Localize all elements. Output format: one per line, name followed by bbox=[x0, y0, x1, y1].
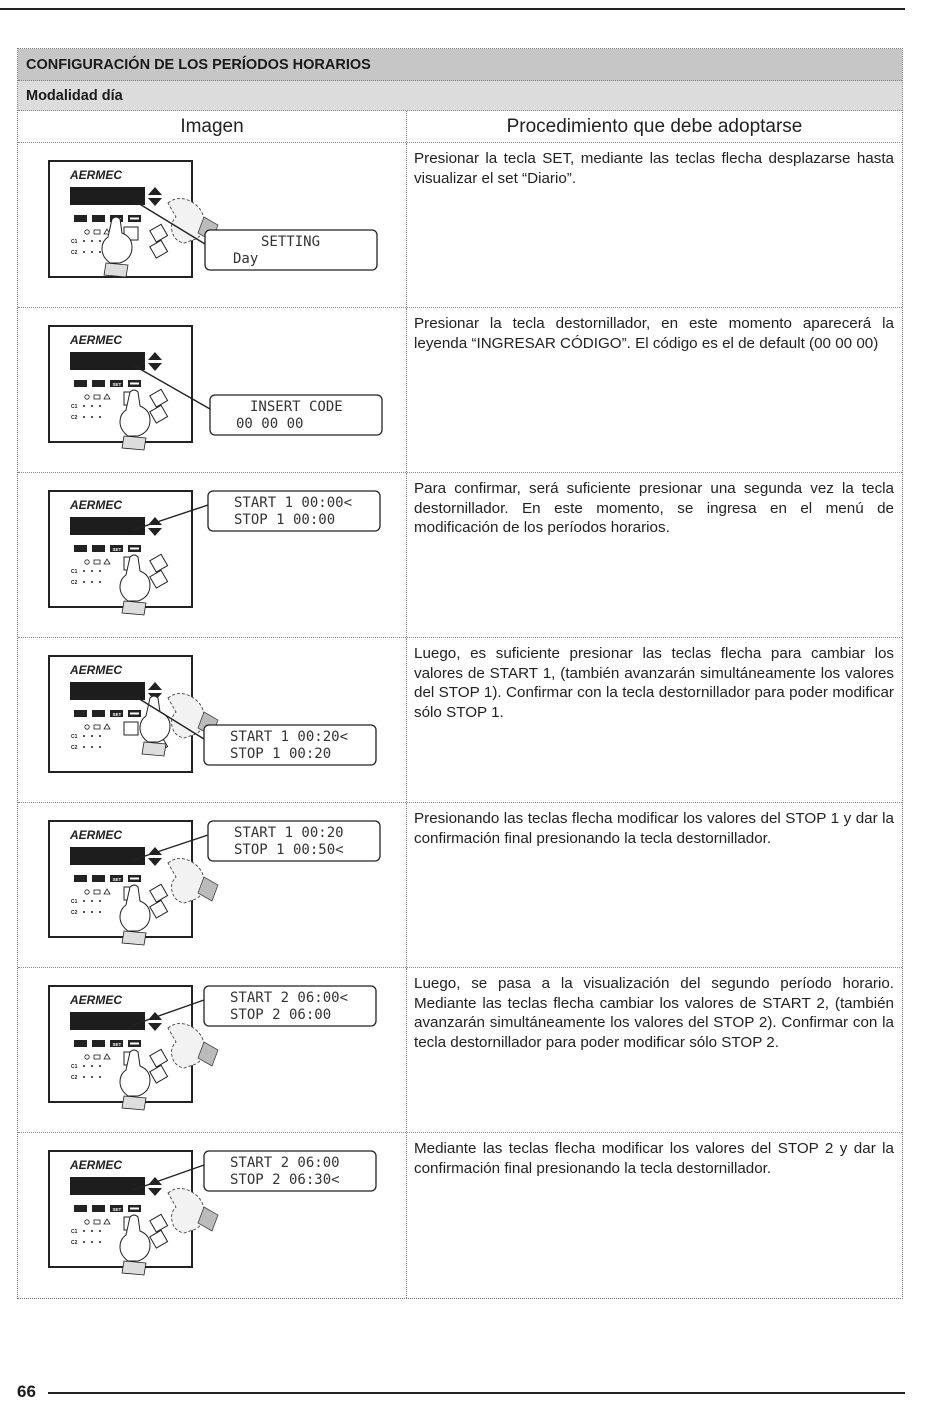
svg-text:SET: SET bbox=[112, 1042, 122, 1047]
arrow-press-hand-icon bbox=[168, 1188, 204, 1233]
brand-logo: AERMEC bbox=[70, 663, 123, 677]
brand-logo: AERMEC bbox=[70, 828, 123, 842]
bottom-rule bbox=[48, 1392, 905, 1394]
key-2 bbox=[92, 545, 105, 552]
svg-text:C2: C2 bbox=[71, 250, 78, 256]
device-display bbox=[70, 1177, 145, 1195]
table-row bbox=[18, 638, 902, 803]
procedure-text: Mediante las teclas flecha modificar los valores del STOP 2 y dar la confirmación final presionando la tecla destornillador. bbox=[414, 1140, 894, 1177]
svg-text:C1: C1 bbox=[71, 569, 78, 575]
key-1 bbox=[74, 710, 87, 717]
procedure-text: Luego, es suficiente presionar las teclas flecha para cambiar los valores de START 1, (también avanzarán simultáneamente los valores del STOP 1). Confirmar con la tecla destornillador para poder modificar sólo STOP 1. bbox=[414, 645, 894, 721]
device-display bbox=[70, 352, 145, 370]
svg-text:C2: C2 bbox=[71, 745, 78, 751]
page-number: 66 bbox=[17, 1382, 36, 1401]
procedure-table bbox=[17, 48, 903, 1299]
procedure-text: Para confirmar, será suficiente presionar una segunda vez la tecla destornillador. En este momento, se ingresa en el menú de modificación de los períodos horarios. bbox=[414, 480, 894, 536]
lcd-line-1: START 1 00:20 bbox=[234, 825, 344, 841]
key-1 bbox=[74, 380, 87, 387]
key-1 bbox=[74, 545, 87, 552]
svg-text:C2: C2 bbox=[71, 580, 78, 586]
illustration-cell bbox=[18, 1133, 407, 1298]
svg-text:SET: SET bbox=[112, 712, 122, 717]
svg-text:C2: C2 bbox=[71, 415, 78, 421]
svg-text:C1: C1 bbox=[71, 1064, 78, 1070]
illustration-cell bbox=[18, 308, 407, 472]
device-display bbox=[70, 847, 145, 865]
brand-logo: AERMEC bbox=[70, 333, 123, 347]
lcd-line-1: START 2 06:00 bbox=[230, 1155, 340, 1171]
key-2 bbox=[92, 380, 105, 387]
lcd-line-2: Day bbox=[233, 251, 259, 267]
controller-illustration bbox=[18, 1133, 407, 1298]
top-rule bbox=[0, 8, 905, 10]
table-row bbox=[18, 968, 902, 1133]
key-2 bbox=[92, 1040, 105, 1047]
procedure-text: Presionando las teclas flecha modificar los valores del STOP 1 y dar la confirmación final presionando la tecla destornillador. bbox=[414, 810, 894, 847]
svg-text:SET: SET bbox=[112, 1207, 122, 1212]
arrow-press-hand-icon bbox=[168, 858, 204, 903]
section-title: CONFIGURACIÓN DE LOS PERÍODOS HORARIOS bbox=[18, 49, 902, 81]
lcd-line-2: STOP 2 06:00 bbox=[230, 1007, 332, 1023]
device-display bbox=[70, 517, 145, 535]
lcd-line-2: STOP 1 00:50< bbox=[234, 842, 344, 858]
device-display bbox=[70, 682, 145, 700]
arrow-press-hand-icon bbox=[168, 1023, 204, 1068]
procedure-text: Presionar la tecla destornillador, en este momento aparecerá la leyenda “INGRESAR CÓDIGO”. El código es el de default (00 00 00) bbox=[414, 315, 894, 352]
svg-text:C1: C1 bbox=[71, 239, 78, 245]
svg-text:SET: SET bbox=[112, 547, 122, 552]
key-1 bbox=[74, 875, 87, 882]
lcd-line-2: STOP 1 00:20 bbox=[230, 746, 332, 762]
controller-illustration bbox=[18, 968, 407, 1133]
illustration-cell bbox=[18, 473, 407, 637]
lcd-line-2: STOP 2 06:30< bbox=[230, 1172, 340, 1188]
brand-logo: AERMEC bbox=[70, 498, 123, 512]
lcd-line-1: SETTING bbox=[261, 234, 321, 250]
column-header-procedure: Procedimiento que debe adoptarse bbox=[506, 115, 803, 137]
lcd-line-2: STOP 1 00:00 bbox=[234, 512, 336, 528]
svg-text:SET: SET bbox=[112, 877, 122, 882]
lcd-line-1: START 1 00:00< bbox=[234, 495, 353, 511]
procedure-text: Luego, se pasa a la visualización del segundo período horario. Mediante las teclas flecha cambiar los valores de START 2, (también avanzarán simultáneamente los valores del STOP 2). Confirmar con la tecla destornillador para poder modificar sólo STOP 2. bbox=[414, 975, 894, 1051]
brand-logo: AERMEC bbox=[70, 168, 123, 182]
key-2 bbox=[92, 215, 105, 222]
controller-illustration bbox=[18, 308, 407, 473]
table-row bbox=[18, 143, 902, 308]
lcd-line-2: 00 00 00 bbox=[236, 416, 304, 432]
svg-text:C1: C1 bbox=[71, 899, 78, 905]
table-body bbox=[18, 143, 902, 1298]
key-1 bbox=[74, 1040, 87, 1047]
brand-logo: AERMEC bbox=[70, 1158, 123, 1172]
device-display bbox=[70, 1012, 145, 1030]
subsection-title: Modalidad día bbox=[18, 81, 902, 111]
lcd-line-1: START 1 00:20< bbox=[230, 729, 349, 745]
key-2 bbox=[92, 875, 105, 882]
illustration-cell bbox=[18, 968, 407, 1132]
key-1 bbox=[74, 1205, 87, 1212]
arrow-press-hand-icon bbox=[168, 693, 204, 738]
illustration-cell bbox=[18, 638, 407, 802]
illustration-cell bbox=[18, 143, 407, 307]
table-row bbox=[18, 473, 902, 638]
controller-illustration bbox=[18, 803, 407, 968]
svg-text:C1: C1 bbox=[71, 1229, 78, 1235]
table-row bbox=[18, 803, 902, 968]
lcd-line-1: INSERT CODE bbox=[250, 399, 343, 415]
svg-text:SET: SET bbox=[112, 382, 122, 387]
lcd-line-1: START 2 06:00< bbox=[230, 990, 349, 1006]
svg-text:C2: C2 bbox=[71, 1240, 78, 1246]
arrow-press-hand-icon bbox=[168, 198, 204, 243]
controller-illustration bbox=[18, 638, 407, 803]
column-header-image: Imagen bbox=[18, 111, 407, 142]
key-1 bbox=[74, 215, 87, 222]
controller-illustration bbox=[18, 473, 407, 638]
procedure-text: Presionar la tecla SET, mediante las teclas flecha desplazarse hasta visualizar el set “Diario”. bbox=[414, 150, 894, 187]
key-2 bbox=[92, 1205, 105, 1212]
table-row bbox=[18, 308, 902, 473]
key-2 bbox=[92, 710, 105, 717]
controller-illustration bbox=[18, 143, 407, 308]
table-row bbox=[18, 1133, 902, 1298]
svg-text:C2: C2 bbox=[71, 910, 78, 916]
device-display bbox=[70, 187, 145, 205]
brand-logo: AERMEC bbox=[70, 993, 123, 1007]
svg-text:C2: C2 bbox=[71, 1075, 78, 1081]
svg-text:C1: C1 bbox=[71, 404, 78, 410]
illustration-cell bbox=[18, 803, 407, 967]
svg-text:C1: C1 bbox=[71, 734, 78, 740]
column-headers bbox=[18, 111, 902, 143]
